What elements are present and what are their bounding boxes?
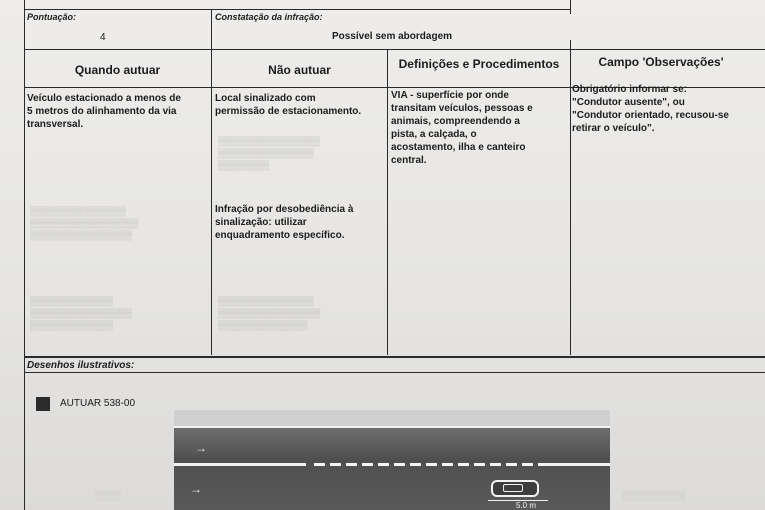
lane-center-solid (546, 463, 610, 466)
lane-dash (330, 463, 341, 466)
lane-dash (490, 463, 501, 466)
constatacao-label: Constatação da infração: (215, 12, 323, 22)
road-edge-line (174, 426, 610, 428)
grid-line (570, 0, 571, 14)
column-header-nao-autuar: Não autuar (268, 63, 331, 77)
lane-dash (506, 463, 517, 466)
bleed-through-text: ▒▒▒▒▒▒▒▒▒▒▒▒▒▒▒▒ ▒▒▒▒▒▒▒▒▒▒▒▒▒▒▒ ▒▒▒▒▒▒▒▒ (218, 136, 321, 170)
road-curb (174, 410, 610, 426)
bleed-through-text: ▒▒▒▒▒▒▒▒▒▒ (622, 490, 686, 500)
pontuacao-label: Pontuação: (27, 12, 77, 22)
bleed-through-text: ▒▒▒▒▒▒▒▒▒▒▒▒▒▒▒ ▒▒▒▒▒▒▒▒▒▒▒▒▒▒▒▒ ▒▒▒▒▒▒▒▒▒▒▒▒▒▒ (218, 296, 321, 330)
parked-car-icon (491, 480, 539, 497)
lane-arrow-icon: → (195, 441, 207, 455)
lane-dash (410, 463, 421, 466)
grid-line (24, 372, 765, 373)
bleed-through-text: ▒▒▒▒ (95, 490, 121, 500)
bleed-through-text: ▒▒▒▒▒▒▒▒▒▒▒▒▒ ▒▒▒▒▒▒▒▒▒▒▒▒▒▒▒▒ ▒▒▒▒▒▒▒▒▒▒▒▒▒ (30, 296, 133, 330)
lane-dash (474, 463, 485, 466)
lane-arrow-icon: → (190, 482, 202, 496)
pontuacao-value: 4 (100, 32, 106, 43)
lane-dash (522, 463, 533, 466)
lane-dash (378, 463, 389, 466)
bleed-through-text: ▒▒▒▒▒▒▒▒▒▒▒▒▒▒▒ ▒▒▒▒▒▒▒▒▒▒▒▒▒▒▒▒▒ ▒▒▒▒▒▒▒▒▒▒▒▒▒▒▒▒ (30, 206, 139, 240)
lane-dash (442, 463, 453, 466)
grid-line (24, 9, 570, 10)
column-header-definicoes: Definições e Procedimentos (398, 57, 560, 71)
nao-autuar-cell-1: Local sinalizado com permissão de estacionamento. (215, 93, 362, 117)
lane-dash (426, 463, 437, 466)
grid-line (387, 49, 388, 355)
lane-dash (362, 463, 373, 466)
nao-autuar-cell-2: Infração por desobediência à sinalização: utilizar enquadramento específico. (215, 204, 354, 241)
lane-dash (394, 463, 405, 466)
desenhos-label: Desenhos ilustrativos: (27, 360, 135, 371)
legend-label: AUTUAR 538-00 (60, 398, 136, 409)
grid-line (24, 49, 765, 50)
column-header-observacoes: Campo 'Observações' (598, 55, 724, 69)
grid-line (24, 356, 765, 358)
lane-center-solid (174, 463, 306, 466)
lane-dash (314, 463, 325, 466)
observacoes-cell: Obrigatório informar se: "Condutor ausente", ou "Condutor orientado, recusou-se retirar o veículo". (572, 84, 729, 134)
constatacao-value: Possível sem abordagem (331, 31, 453, 42)
definicoes-cell: VIA - superfície por onde transitam veículos, pessoas e animais, compreendendo a pista, a calçada, o acostamento, ilha e canteiro central. (391, 90, 533, 166)
lane-dash (346, 463, 357, 466)
distance-measure-label: 5.0 m (516, 501, 537, 510)
grid-line (211, 9, 212, 355)
legend-swatch (36, 397, 50, 411)
column-header-quando-autuar: Quando autuar (74, 63, 161, 77)
quando-autuar-cell: Veículo estacionado a menos de 5 metros do alinhamento da via transversal. (27, 93, 181, 130)
lane-dash (458, 463, 469, 466)
